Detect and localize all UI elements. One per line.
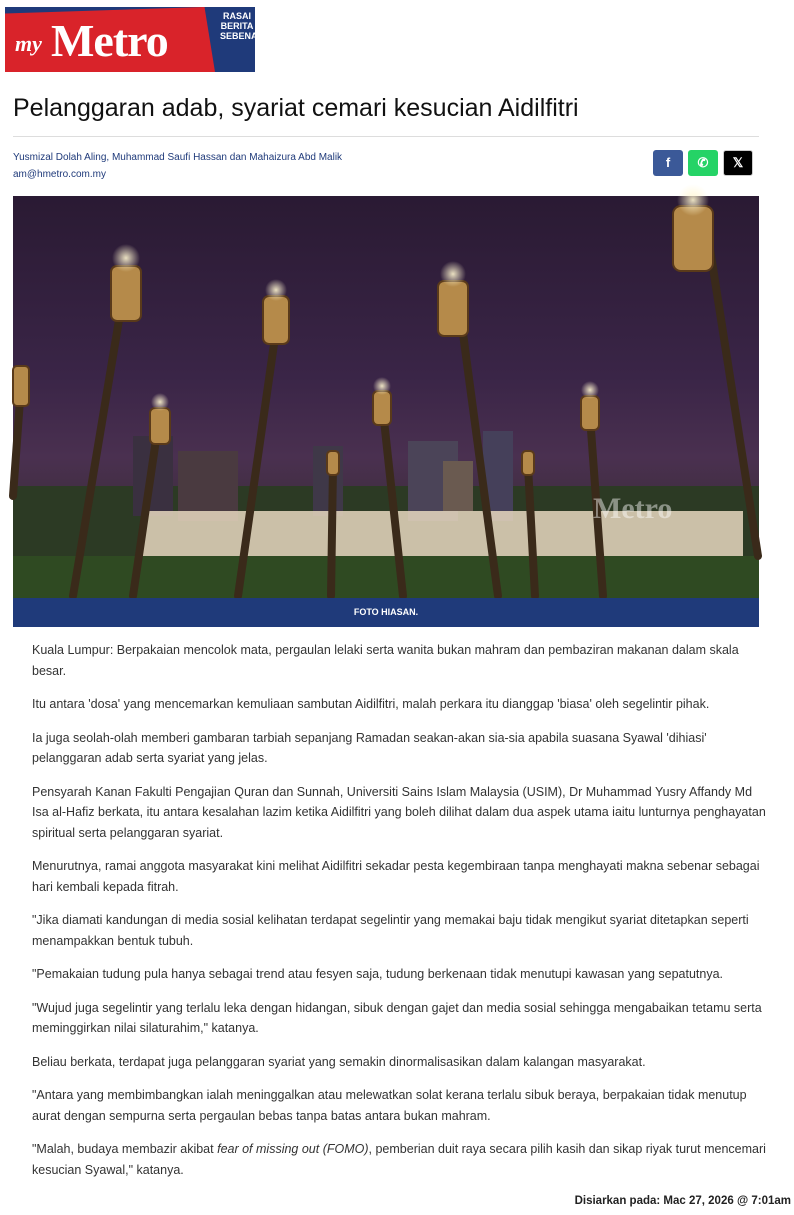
photo-illustration <box>13 196 759 598</box>
paragraph: Beliau berkata, terdapat juga pelanggaran syariat yang semakin dinormalisasikan dalam kalangan masyarakat. <box>32 1054 646 1069</box>
paragraph-last-end: , pemberian duit raya secara pilih kasih dan sikap riyak turut mencemari kesucian Syawal," katanya. <box>32 1142 766 1177</box>
photo-caption: FOTO HIASAN. <box>13 598 759 627</box>
paragraph: Ia juga seolah-olah memberi gambaran tarbiah sepanjang Ramadan seakan-akan sia-sia apabila suasana Syawal 'dihiasi' pelanggaran adab serta syariat yang jelas. <box>32 730 707 765</box>
facebook-share-button[interactable] <box>653 150 683 176</box>
whatsapp-icon: ✆ <box>697 155 709 170</box>
article-authors: Yusmizal Dolah Aling, Muhammad Saufi Hassan dan Mahaizura Abd Malik <box>13 152 343 163</box>
article-body <box>32 640 772 1193</box>
x-icon: 𝕏 <box>732 155 744 170</box>
paragraph: "Wujud juga segelintir yang terlalu leka dengan hidangan, sibuk dengan gajet dan media sosial sehingga mengabaikan tetamu serta meminggirkan nilai silaturahim," katanya. <box>32 1000 762 1035</box>
author-email: am@hmetro.com.my <box>13 169 106 180</box>
paragraph: Menurutnya, ramai anggota masyarakat kini melihat Aidilfitri sekadar pesta kegembiraan tanpa menghayati makna sebenar sebagai hari kembali kepada fitrah. <box>32 859 760 894</box>
fomo-italic: fear of missing out (FOMO) <box>217 1142 369 1156</box>
paragraph-last-start: "Malah, budaya membazir akibat <box>32 1142 218 1156</box>
photo-watermark: Metro <box>593 492 673 525</box>
logo-metro-text: Metro <box>51 15 168 66</box>
article-photo <box>13 196 759 598</box>
paragraph: Itu antara 'dosa' yang mencemarkan kemuliaan sambutan Aidilfitri, malah perkara itu dianggap 'biasa' oleh segelintir pihak. <box>32 697 710 711</box>
paragraph: Kuala Lumpur: Berpakaian mencolok mata, pergaulan lelaki serta wanita bukan mahram dan pembaziran makanan dalam skala besar. <box>32 643 739 678</box>
posted-date: Disiarkan pada: Mac 27, 2026 @ 7:01am <box>574 1195 791 1207</box>
paragraph: "Jika diamati kandungan di media sosial kelihatan terdapat segelintir yang memakai baju tidak mengikut syariat ditetapkan seperti menampakkan bentuk tubuh. <box>32 913 749 948</box>
x-share-button[interactable] <box>723 150 753 176</box>
facebook-icon: f <box>665 155 671 170</box>
title-divider <box>13 136 759 137</box>
paragraph-last <box>32 1139 772 1180</box>
logo-tagline: RASAI BERITA SEBENAR <box>220 11 265 41</box>
whatsapp-share-button[interactable] <box>688 150 718 176</box>
article-title: Pelanggaran adab, syariat cemari kesucian Aidilfitri <box>13 94 579 122</box>
paragraph: Pensyarah Kanan Fakulti Pengajian Quran dan Sunnah, Universiti Sains Islam Malaysia (USIM), Dr Muhammad Yusry Affandy Md Isa al-Hafiz berkata, itu antara kesalahan lazim ketika Aidilfitri yang boleh dilihat dalam dua aspek utama iaitu lunturnya penghayatan spiritual serta pelanggaran syariat. <box>32 784 766 840</box>
paragraph: "Antara yang membimbangkan ialah meninggalkan atau melewatkan solat kerana terlalu sibuk beraya, berpakaian tidak menutup aurat dengan sempurna serta pergaulan bebas tanpa batas antara bukan mahram. <box>32 1088 747 1123</box>
paragraph: "Pemakaian tudung pula hanya sebagai trend atau fesyen saja, tudung berkenaan tidak menutupi kawasan yang sepatutnya. <box>32 967 724 981</box>
mymetro-logo[interactable] <box>5 7 265 72</box>
logo-my-text: my <box>15 31 42 56</box>
